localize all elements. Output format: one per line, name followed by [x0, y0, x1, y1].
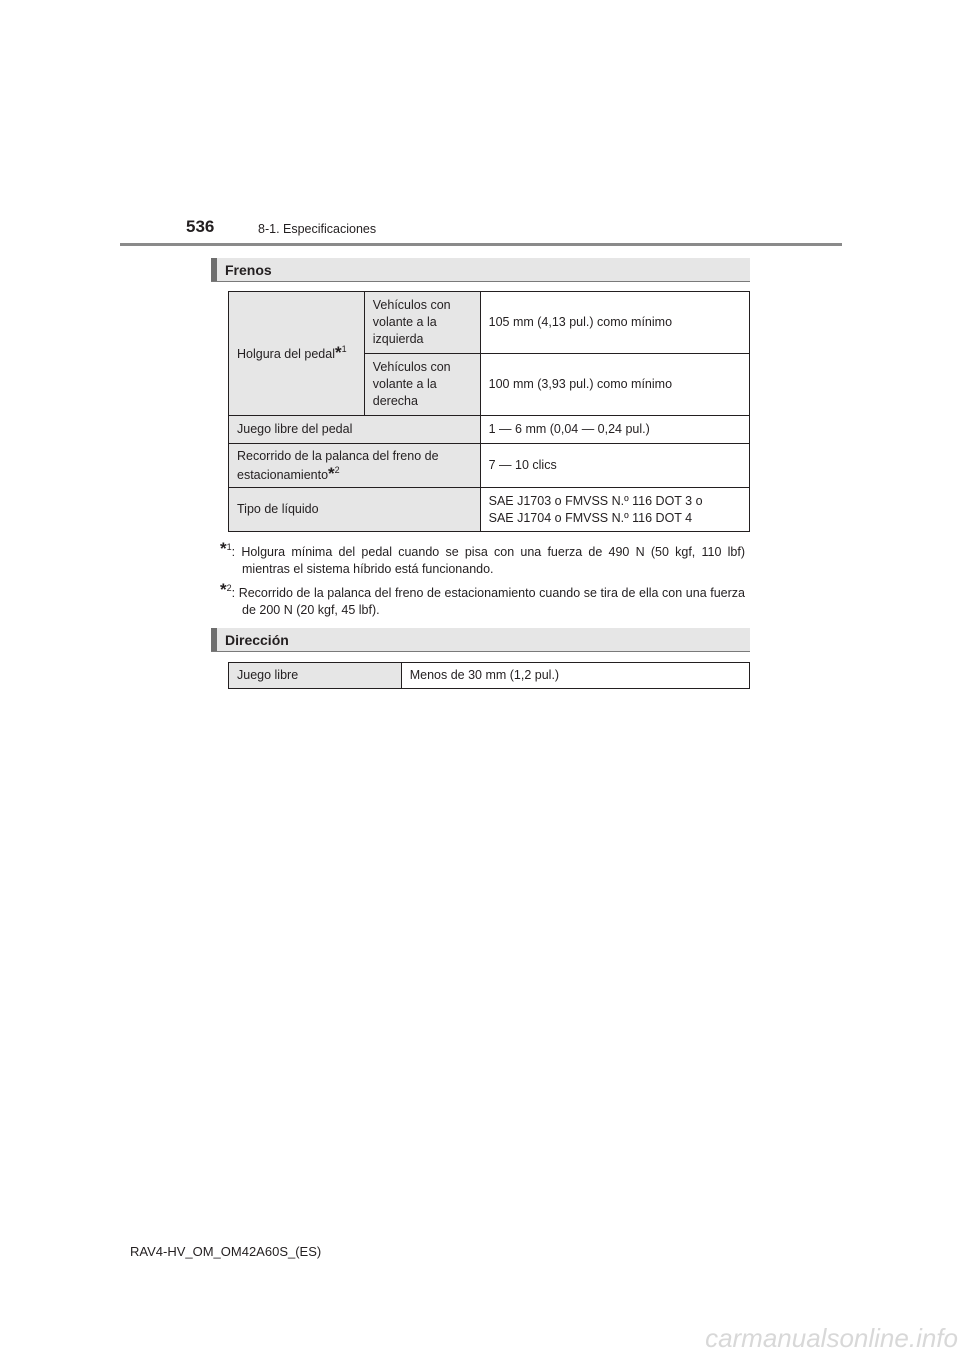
footnote-mark: *$^1$ — [220, 539, 232, 558]
lhd-value: 105 mm (4,13 pul.) como mínimo — [480, 292, 749, 354]
lhd-line: volante a la — [372, 315, 437, 329]
watermark: carmanualsonline.info — [705, 1323, 958, 1353]
table-row — [229, 416, 750, 444]
parking-lever-label-cell — [229, 444, 481, 488]
footnote-1 — [220, 540, 745, 578]
pedal-clearance-label: Holgura del pedal — [237, 347, 335, 361]
steering-free-play-value: Menos de 30 mm (1,2 pul.) — [401, 663, 749, 689]
footnote-text: : Recorrido de la palanca del freno de estacionamiento cuando se tira de ella con una fuerza de 200 N (20 kgf, 45 lbf). — [231, 586, 745, 617]
parking-lever-value: 7 — 10 clics — [480, 444, 749, 488]
table-row — [229, 663, 750, 689]
steering-free-play-label: Juego libre — [229, 663, 402, 689]
brakes-heading-label: Frenos — [225, 262, 272, 278]
page-number: 536 — [186, 217, 215, 236]
footnote-2 — [220, 581, 745, 619]
asterisk-mark: * — [328, 463, 335, 483]
footnote-ref: 1 — [341, 344, 347, 354]
fluid-value-line: SAE J1704 o FMVSS N.º 116 DOT 4 — [488, 510, 693, 525]
asterisk-mark: * — [335, 343, 342, 362]
brakes-table — [228, 291, 750, 532]
rhd-line: derecha — [372, 394, 418, 408]
steering-table — [228, 662, 750, 689]
heading-accent — [211, 258, 217, 281]
fluid-label: Tipo de líquido — [229, 488, 481, 532]
lhd-line: izquierda — [372, 332, 424, 346]
table-row — [229, 444, 750, 488]
steering-heading — [211, 628, 750, 652]
section-header: 8-1. Especificaciones — [258, 222, 377, 236]
fluid-value-line: SAE J1703 o FMVSS N.º 116 DOT 3 o — [488, 493, 703, 508]
parking-lever-line: Recorrido de la palanca del freno de — [237, 448, 439, 463]
rhd-line: Vehículos con — [372, 360, 451, 374]
table-row — [229, 488, 750, 532]
rhd-line: volante a la — [372, 377, 437, 391]
header-rule — [120, 243, 842, 246]
fluid-value-cell — [480, 488, 749, 532]
brakes-heading — [211, 258, 750, 282]
table-row — [229, 292, 750, 354]
steering-heading-label: Dirección — [225, 632, 289, 648]
parking-lever-line: estacionamiento — [237, 467, 329, 482]
pedal-clearance-label-cell — [229, 292, 365, 416]
free-play-label: Juego libre del pedal — [229, 416, 481, 444]
heading-accent — [211, 628, 217, 651]
rhd-value: 100 mm (3,93 pul.) como mínimo — [480, 354, 749, 416]
lhd-line: Vehículos con — [372, 298, 451, 312]
footnote-mark: *$^2$ — [220, 580, 232, 599]
rhd-label-cell — [364, 354, 480, 416]
lhd-label-cell — [364, 292, 480, 354]
footnote-text: : Holgura mínima del pedal cuando se pisa con una fuerza de 490 N (50 kgf, 110 lbf) mientras el sistema híbrido está funcionando. — [231, 545, 745, 576]
footnote-ref: 2 — [334, 464, 340, 475]
document-code: RAV4-HV_OM_OM42A60S_(ES) — [130, 1244, 322, 1259]
free-play-value: 1 — 6 mm (0,04 — 0,24 pul.) — [480, 416, 749, 444]
